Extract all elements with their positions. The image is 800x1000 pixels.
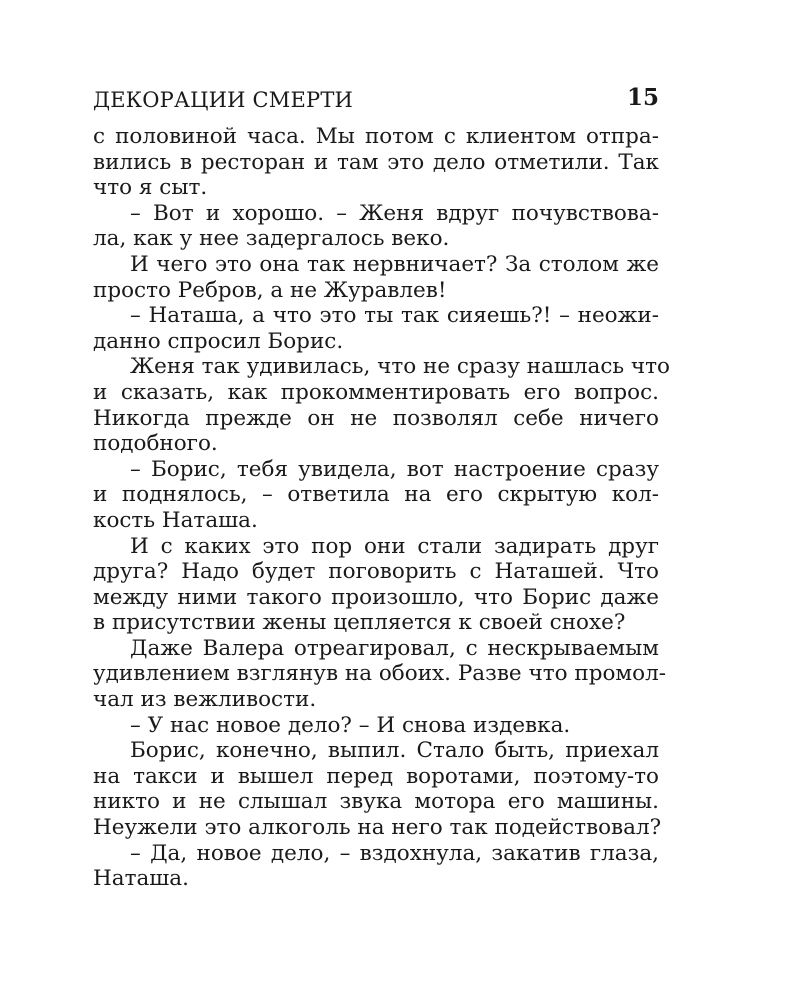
text-line: И с каких это пор они стали задирать друг [130,533,659,559]
text-line: ла, как у нее задергалось веко. [93,226,450,252]
text-line: – Наташа, а что это ты так сияешь?! – неожи- [130,303,659,329]
text-line: и сказать, как прокомментировать его вопрос. [93,379,659,405]
text-line: просто Ребров, а не Журавлев! [93,277,447,303]
text-line: – Да, новое дело, – вздохнула, закатив глаза, [130,840,659,866]
text-line: что я сыт. [93,175,208,201]
body-text [93,124,670,892]
text-line: друга? Надо будет поговорить с Наташей. Что [93,559,659,585]
text-line: подобного. [93,431,218,457]
text-line: между ними такого произошло, что Борис даже [93,584,659,610]
text-line: Никогда прежде он не позволял себе ничего [93,405,659,431]
text-line: Неужели это алкоголь на него так подействовал? [93,815,662,841]
text-line: в присутствии жены цепляется к своей снохе? [93,610,626,636]
text-line: данно спросил Борис. [93,328,344,354]
text-line: – У нас новое дело? – И снова издевка. [130,712,571,738]
text-line: на такси и вышел перед воротами, поэтому-то [93,763,659,789]
running-title: ДЕКОРАЦИИ СМЕРТИ [93,88,354,112]
book-page [93,84,670,892]
text-line: и поднялось, – ответила на его скрытую кол- [93,482,659,508]
text-line: с половиной часа. Мы потом с клиентом отпра- [93,124,659,149]
text-line: Борис, конечно, выпил. Стало быть, приехал [130,738,659,764]
text-line: чал из вежливости. [93,687,317,713]
text-line: – Борис, тебя увидела, вот настроение сразу [130,456,659,482]
text-line: – Вот и хорошо. – Женя вдруг почувствова- [130,200,659,226]
text-line: И чего это она так нервничает? За столом же [130,251,659,277]
text-line: кость Наташа. [93,507,258,533]
text-line: удивлением взглянув на обоих. Разве что промол- [93,661,667,687]
text-line: вились в ресторан и там это дело отметили. Так [93,149,659,175]
page-number: 15 [626,84,659,111]
text-line: Женя так удивилась, что не сразу нашлась что [130,354,670,380]
text-line: Наташа. [93,866,189,892]
text-line: никто и не слышал звука мотора его машины. [93,789,659,815]
text-line: Даже Валера отреагировал, с нескрываемым [130,635,659,661]
page-header [93,84,659,124]
